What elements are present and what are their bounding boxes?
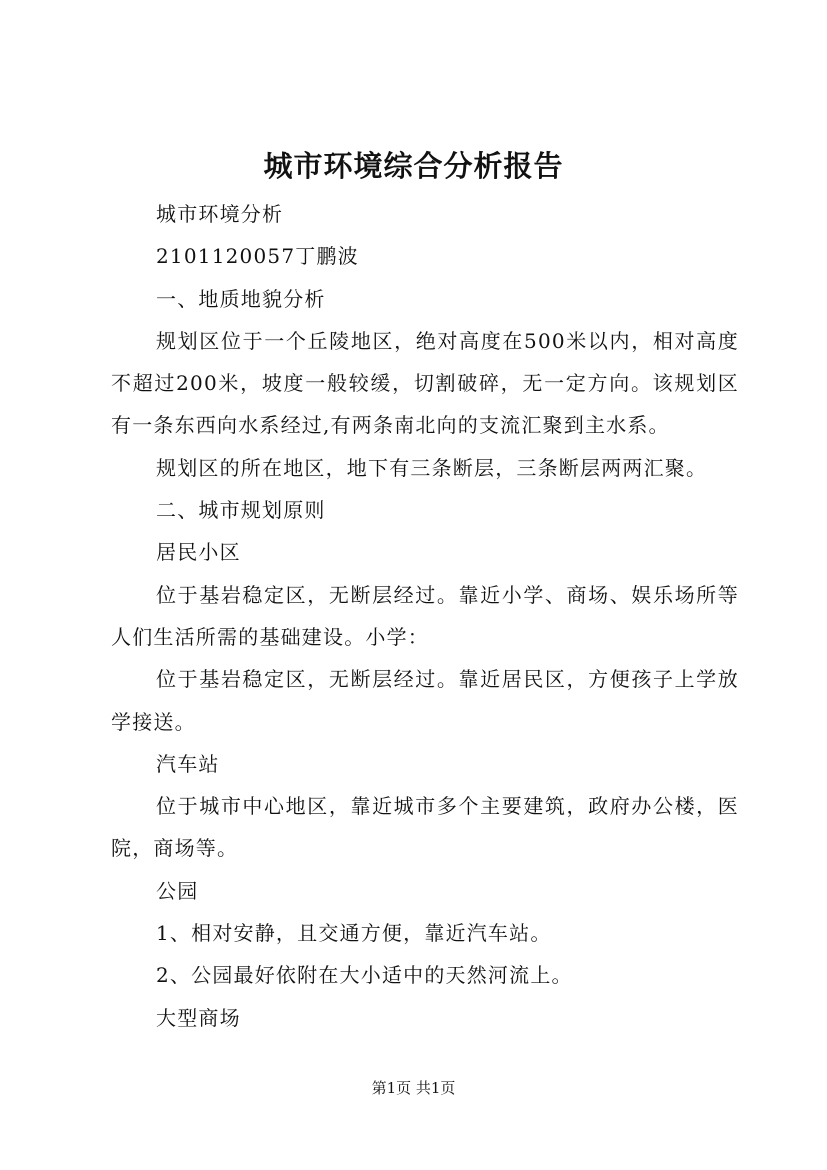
paragraph-bus-station: 位于城市中心地区，靠近城市多个主要建筑，政府办公楼，医院，商场等。 xyxy=(111,794,739,861)
heading-mall: 大型商场 xyxy=(156,1005,241,1030)
document-body xyxy=(111,193,739,1039)
paragraph-school: 位于基岩稳定区，无断层经过。靠近居民区，方便孩子上学放学接送。 xyxy=(111,667,739,734)
heading-residential: 居民小区 xyxy=(156,540,241,565)
paragraph-fault-lines: 规划区的所在地区，地下有三条断层，三条断层两两汇聚。 xyxy=(156,455,708,480)
list-item-park-1: 1、相对安静，且交通方便，靠近汽车站。 xyxy=(156,921,552,946)
heading-park: 公园 xyxy=(156,878,199,903)
section-heading-planning: 二、城市规划原则 xyxy=(156,498,326,523)
page-footer: 第1页 共1页 xyxy=(371,1079,456,1097)
paragraph-geology-overview: 规划区位于一个丘陵地区，绝对高度在500米以内，相对高度不超过200米，坡度一般较缓，切割破碎，无一定方向。该规划区有一条东西向水系经过,有两条南北向的支流汇聚到主水系。 xyxy=(111,328,739,438)
author-line: 2101120057丁鹏波 xyxy=(156,244,359,269)
subtitle: 城市环境分析 xyxy=(156,202,284,226)
document-title: 城市环境综合分析报告 xyxy=(263,149,564,183)
section-heading-geology: 一、地质地貌分析 xyxy=(156,286,326,311)
list-item-park-2: 2、公园最好依附在大小适中的天然河流上。 xyxy=(156,963,573,988)
paragraph-residential: 位于基岩稳定区，无断层经过。靠近小学、商场、娱乐场所等人们生活所需的基础建设。小学： xyxy=(111,582,739,649)
heading-bus-station: 汽车站 xyxy=(156,751,220,776)
